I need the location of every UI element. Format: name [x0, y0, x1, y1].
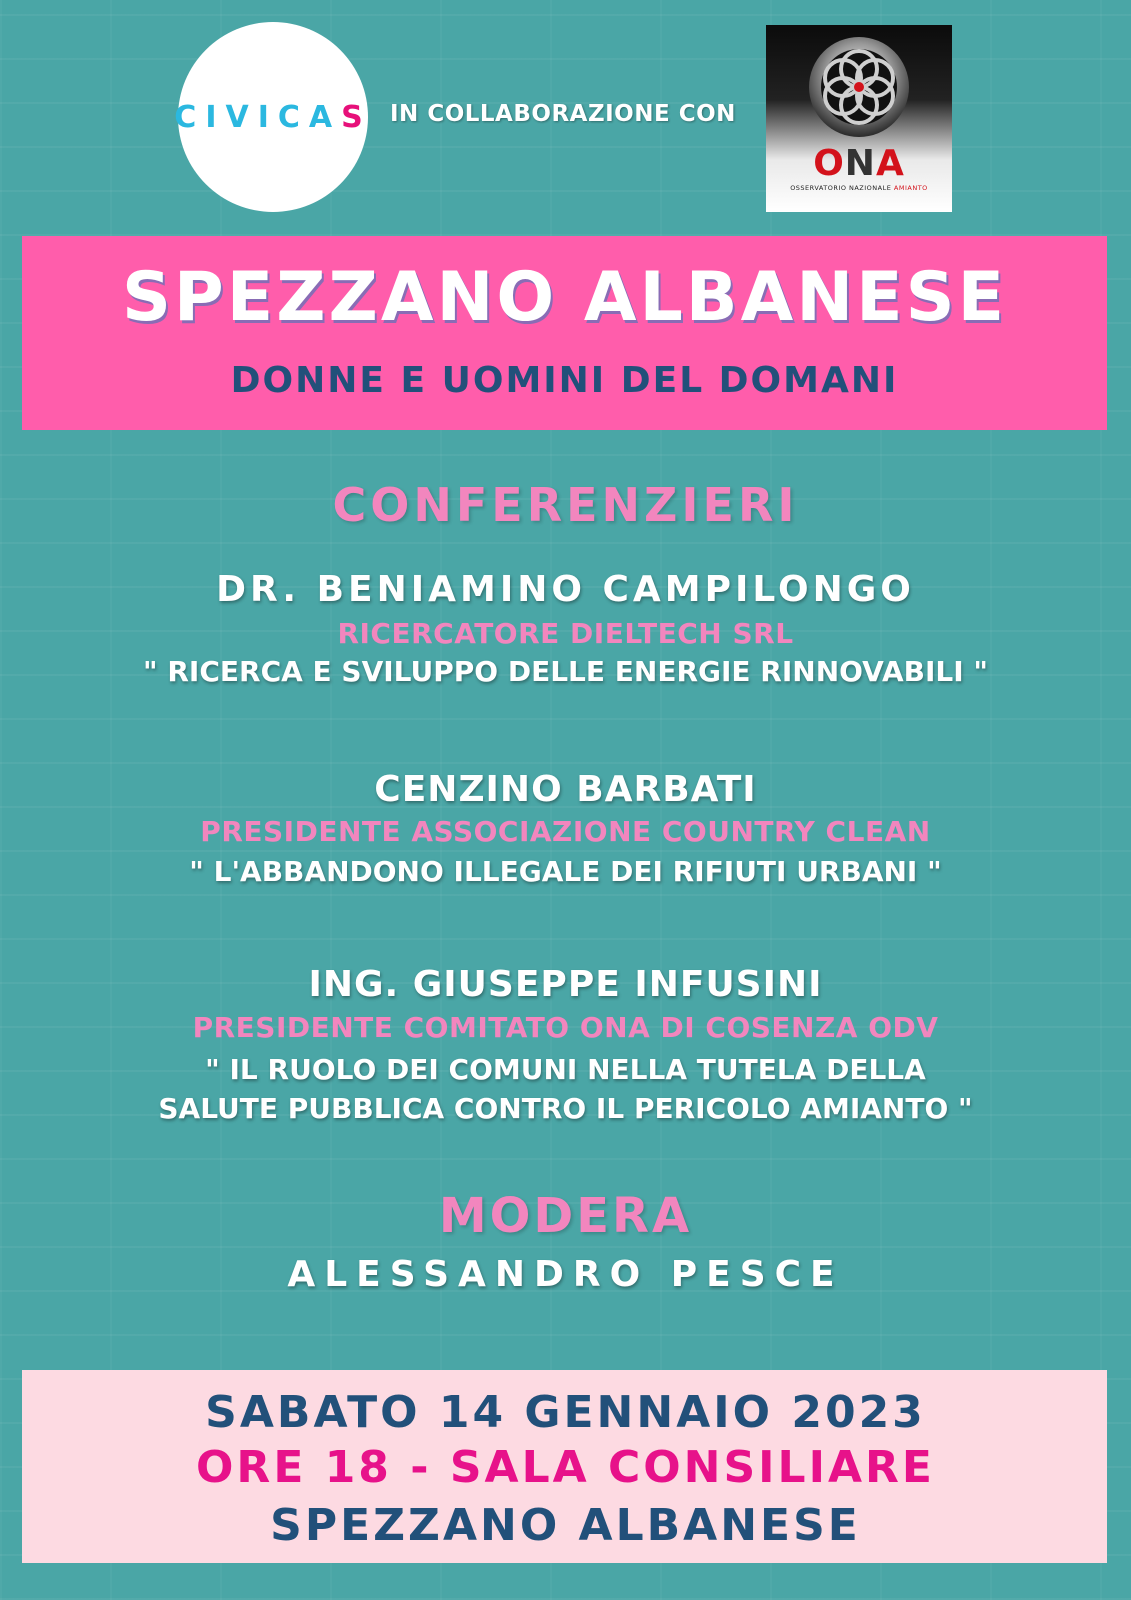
moderator-heading: MODERA: [438, 1188, 693, 1244]
ona-emblem-icon: [766, 25, 952, 145]
speaker-role: RICERCATORE DIELTECH SRL: [337, 617, 794, 650]
speaker-topic: " L'ABBANDONO ILLEGALE DEI RIFIUTI URBANI ": [189, 855, 942, 888]
civicas-logo: [174, 22, 372, 212]
speaker-name: CENZINO BARBATI: [374, 769, 757, 810]
event-town: SPEZZANO ALBANESE: [270, 1500, 861, 1551]
speaker-topic: [0, 1050, 1131, 1128]
page-title: SPEZZANO ALBANESE: [121, 258, 1008, 337]
speaker-topic-line: SALUTE PUBBLICA CONTRO IL PERICOLO AMIANTO ": [158, 1092, 973, 1125]
speaker-topic: " RICERCA E SVILUPPO DELLE ENERGIE RINNOVABILI ": [143, 655, 988, 688]
civicas-logo-text: CIVICA: [174, 99, 342, 135]
collaboration-text: IN COLLABORAZIONE CON: [390, 101, 736, 127]
speakers-heading: CONFERENZIERI: [332, 478, 799, 532]
civicas-logo-text-accent: S: [341, 99, 372, 135]
event-date: SABATO 14 GENNAIO 2023: [205, 1387, 926, 1438]
speaker-topic-line: " IL RUOLO DEI COMUNI NELLA TUTELA DELLA: [205, 1053, 926, 1086]
ona-logo-subtitle: OSSERVATORIO NAZIONALE AMIANTO: [790, 184, 928, 192]
page-subtitle: DONNE E UOMINI DEL DOMANI: [230, 360, 899, 401]
speaker-name: DR. BENIAMINO CAMPILONGO: [216, 569, 915, 610]
event-time-place: ORE 18 - SALA CONSILIARE: [196, 1442, 935, 1493]
moderator-name: ALESSANDRO PESCE: [287, 1254, 844, 1295]
ona-logo: [766, 25, 952, 212]
speaker-role: PRESIDENTE ASSOCIAZIONE COUNTRY CLEAN: [200, 815, 931, 848]
ona-logo-letters: ONA: [813, 143, 905, 184]
speaker-name: ING. GIUSEPPE INFUSINI: [308, 964, 823, 1005]
speaker-role: PRESIDENTE COMITATO ONA DI COSENZA ODV: [192, 1011, 939, 1044]
